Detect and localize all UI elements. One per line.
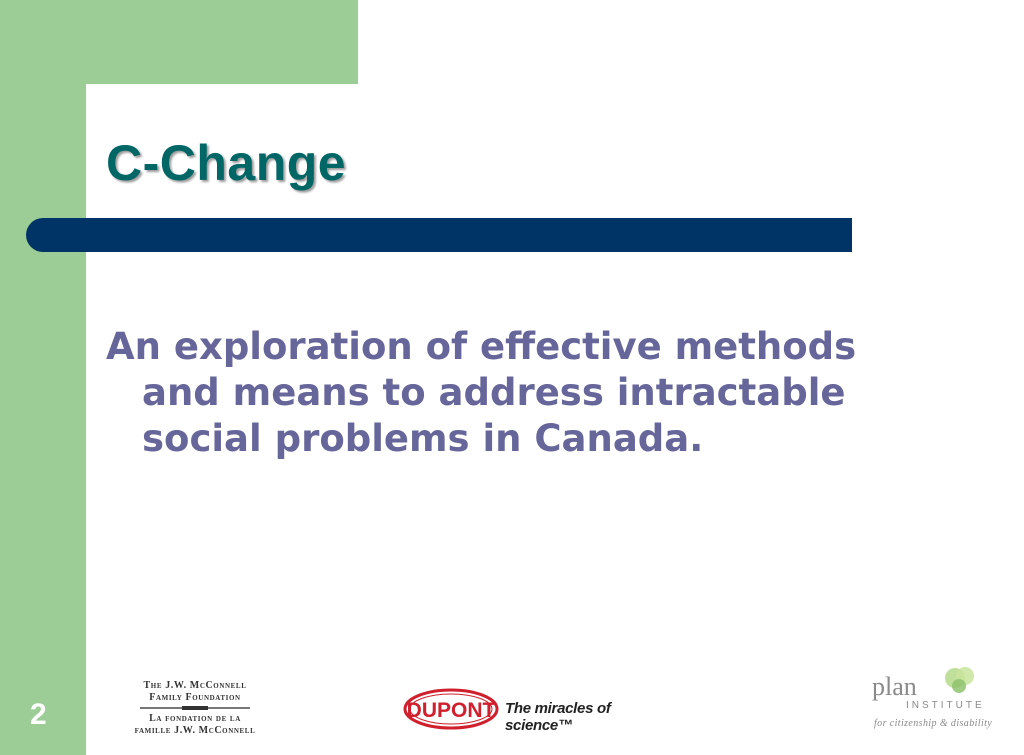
dupont-tagline: The miracles of science™: [505, 700, 611, 734]
plan-institute-logo: [868, 662, 1018, 732]
mcconnell-line-2: Family Foundation: [149, 692, 241, 703]
plan-wordmark: plan: [872, 672, 917, 701]
title-underline-bar: [26, 218, 852, 252]
mcconnell-line-1: The J.W. McConnell: [143, 680, 247, 691]
plan-tagline: for citizenship & disability: [874, 718, 993, 729]
mcconnell-foundation-logo: [120, 680, 270, 737]
slide-body-text: An exploration of effective methods and means to address intractable social problems in Canada.: [106, 325, 857, 460]
mcconnell-divider: [140, 707, 250, 709]
dupont-logo: [403, 688, 673, 734]
slide-title: C-Change: [106, 135, 347, 191]
dupont-oval-icon: [403, 688, 499, 730]
slide-number: 2: [30, 698, 47, 731]
mcconnell-line-3: La fondation de la: [149, 713, 241, 724]
mcconnell-line-4: famille J.W. McConnell: [134, 725, 256, 736]
plan-institute-label: INSTITUTE: [906, 700, 985, 711]
green-side-band: [0, 0, 86, 755]
green-top-band: [0, 0, 358, 84]
dupont-wordmark: DUPONT: [406, 699, 496, 722]
